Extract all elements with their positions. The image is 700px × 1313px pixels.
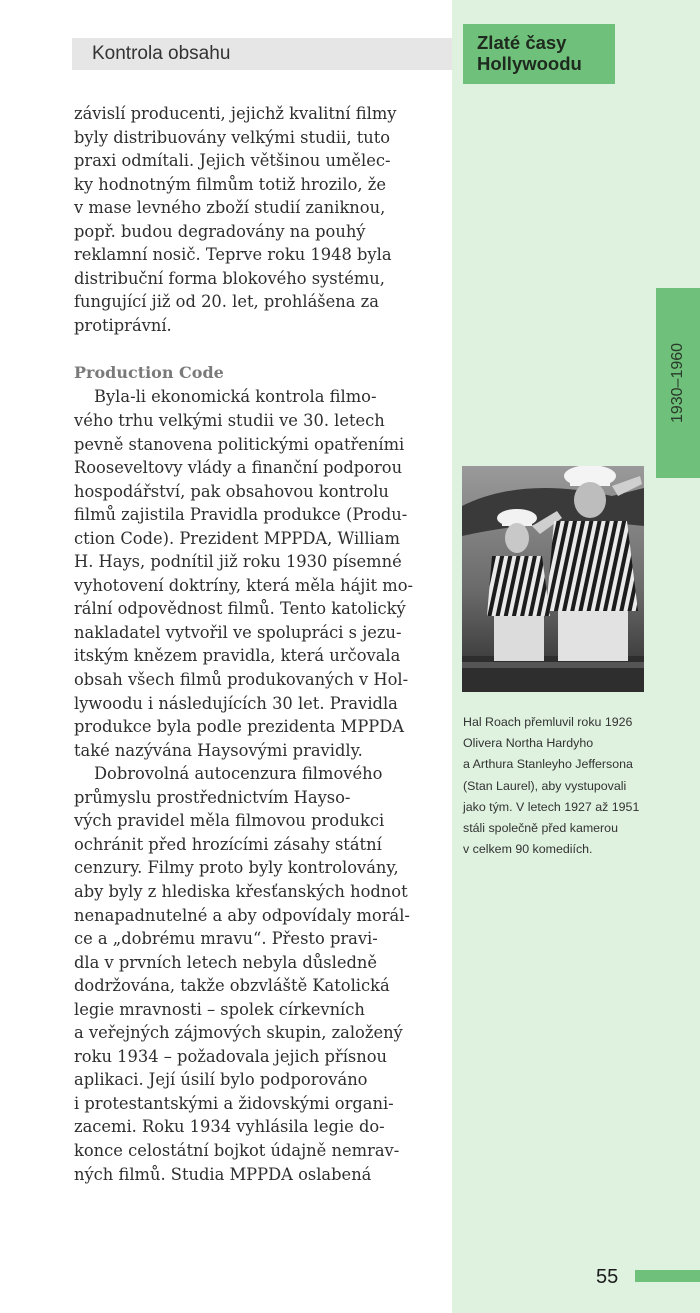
chapter-title-line: Zlaté časy bbox=[477, 32, 567, 53]
text-line: Hal Roach přemluvil roku 1926 bbox=[463, 715, 633, 729]
text-line: konce celostátní bojkot údajně nemrav- bbox=[74, 1140, 400, 1160]
text-line: H. Hays, podnítil již roku 1930 písemné bbox=[74, 552, 402, 572]
text-line: distribuční forma blokového systému, bbox=[74, 268, 385, 288]
text-line: stáli společně před kamerou bbox=[463, 821, 618, 836]
text-line: dodržována, takže obzvláště Katolická bbox=[74, 976, 390, 996]
text-line: praxi odmítali. Jejich většinou umělec- bbox=[74, 151, 391, 171]
text-line: ction Code). Prezident MPPDA, William bbox=[74, 528, 400, 548]
text-line: aplikaci. Její úsilí bylo podporováno bbox=[74, 1070, 368, 1090]
section-title: Kontrola obsahu bbox=[92, 43, 231, 64]
text-line: také nazývána Haysovými pravidly. bbox=[74, 740, 363, 760]
section-header bbox=[72, 38, 452, 70]
text-line: reklamní nosič. Teprve roku 1948 byla bbox=[74, 245, 392, 265]
text-line: jako tým. V letech 1927 až 1951 bbox=[463, 799, 640, 814]
text-line: pevně stanovena politickými opatřeními bbox=[74, 434, 405, 454]
period-label: 1930–1960 bbox=[669, 342, 686, 424]
subheading: Production Code bbox=[74, 363, 224, 383]
text-line: ky hodnotným filmům totiž hrozilo, že bbox=[74, 174, 386, 194]
text-line: Dobrovolná autocenzura filmového bbox=[94, 764, 383, 784]
page-number: 55 bbox=[596, 1266, 619, 1288]
paragraph bbox=[74, 385, 450, 762]
text-line: filmů zajistila Pravidla produkce (Produ- bbox=[74, 505, 408, 525]
photo-caption bbox=[463, 712, 653, 860]
text-line: Olivera Northa Hardyho bbox=[463, 736, 594, 751]
text-line: fungující již od 20. let, prohlášena za bbox=[74, 292, 379, 312]
text-line: i protestantskými a židovskými organi- bbox=[74, 1093, 394, 1113]
text-line: zacemi. Roku 1934 vyhlásila legie do- bbox=[74, 1117, 385, 1137]
text-line: legie mravnosti – spolek církevních bbox=[74, 999, 365, 1019]
text-line: závislí producenti, jejichž kvalitní filmy bbox=[74, 104, 397, 123]
text-line: aby byly z hlediska křesťanských hodnot bbox=[74, 881, 408, 901]
text-line: nenapadnutelné a aby odpovídaly morál- bbox=[74, 905, 410, 925]
chapter-title-line: Hollywoodu bbox=[477, 53, 582, 74]
text-line: v mase levného zboží studií zaniknou, bbox=[74, 198, 386, 218]
photo-image bbox=[462, 466, 644, 692]
text-line: a Arthura Stanleyho Jeffersona bbox=[463, 757, 633, 772]
text-line: vého trhu velkými studii ve 30. letech bbox=[74, 411, 385, 431]
text-line: cenzury. Filmy proto byly kontrolovány, bbox=[74, 858, 399, 878]
text-line: Byla-li ekonomická kontrola filmo- bbox=[94, 387, 377, 407]
text-line: nakladatel vytvořil ve spolupráci s jezu- bbox=[74, 622, 402, 642]
text-line: ochránit před hrozícími zásahy státní bbox=[74, 834, 382, 854]
text-line: ných filmů. Studia MPPDA oslabená bbox=[74, 1164, 372, 1184]
text-line: lywoodu i následujících 30 let. Pravidla bbox=[74, 693, 398, 713]
chapter-title bbox=[477, 32, 617, 74]
text-line: byly distribuovány velkými studii, tuto bbox=[74, 127, 391, 147]
text-line: produkce byla podle prezidenta MPPDA bbox=[74, 717, 405, 737]
text-line: vyhotovení doktríny, která měla hájit mo- bbox=[74, 575, 414, 595]
article-body bbox=[74, 102, 450, 1186]
period-tab bbox=[656, 288, 700, 478]
paragraph bbox=[74, 102, 450, 337]
paragraph bbox=[74, 762, 450, 1186]
text-line: (Stan Laurel), aby vystupovali bbox=[463, 778, 627, 793]
text-line: hospodářství, pak obsahovou kontrolu bbox=[74, 481, 389, 501]
footer-accent-bar bbox=[635, 1270, 700, 1282]
text-line: průmyslu prostřednictvím Hayso- bbox=[74, 787, 351, 807]
photo-laurel-hardy bbox=[462, 466, 644, 692]
text-line: a veřejných zájmových skupin, založený bbox=[74, 1023, 403, 1043]
text-line: Rooseveltovy vlády a finanční podporou bbox=[74, 458, 403, 478]
text-line: obsah všech filmů produkovaných v Hol- bbox=[74, 670, 409, 690]
text-line: rální odpovědnost filmů. Tento katolický bbox=[74, 599, 406, 619]
text-line: protiprávní. bbox=[74, 315, 172, 335]
text-line: popř. budou degradovány na pouhý bbox=[74, 221, 366, 241]
text-line: vých pravidel měla filmovou produkci bbox=[74, 811, 385, 831]
text-line: itským knězem pravidla, která určovala bbox=[74, 646, 401, 666]
text-line: roku 1934 – požadovala jejich přísnou bbox=[74, 1046, 388, 1066]
text-line: v celkem 90 komediích. bbox=[463, 842, 593, 857]
chapter-title-box bbox=[463, 24, 615, 84]
text-line: ce a „dobrému mravu“. Přesto pravi- bbox=[74, 929, 378, 949]
text-line: dla v prvních letech nebyla důsledně bbox=[74, 952, 378, 972]
